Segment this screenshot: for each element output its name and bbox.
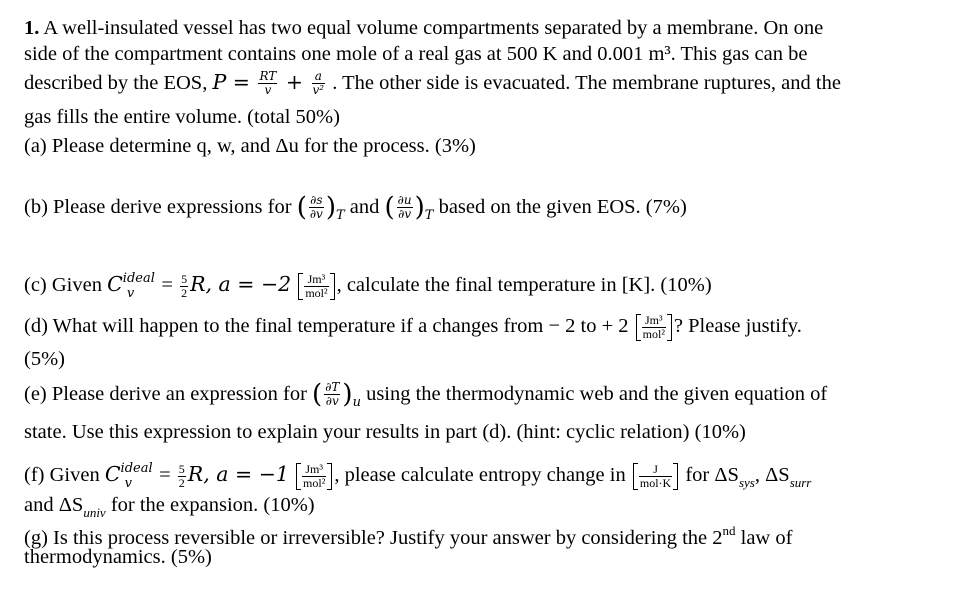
eos-equals: = bbox=[226, 70, 257, 94]
partial-ds-dv-T: ( $\frac{\partial s}{\partial v}$ )$_T$ bbox=[296, 192, 345, 223]
eos-frac-rt-v: $\frac{RT}{v}$ bbox=[259, 69, 277, 97]
unit-bracket-d: $\frac{\text{Jm³}}{\text{mol²}}$ bbox=[636, 314, 672, 341]
part-d: (d) What will happen to the final temperature if a changes from − 2 to + 2 $\frac{\text{Jm³}}{\text{mol²}}$ ? Please justify. bbox=[24, 313, 802, 341]
intro-text-3b: . The other side is evacuated. The membrane ruptures, and the bbox=[327, 72, 841, 94]
part-e-line-2: state. Use this expression to explain your results in part (d). (hint: cyclic relation) (10%) bbox=[24, 421, 746, 443]
intro-line-3 bbox=[24, 70, 841, 97]
intro-text-1: A well-insulated vessel has two equal volume compartments separated by a membrane. On one bbox=[43, 17, 824, 39]
part-b: (b) Please derive expressions for ( $\frac{\partial s}{\partial v}$ )$_T$ and ( $\frac{\partial u}{\partial v}$ )$_T$ based on the given EOS. (7%) bbox=[24, 192, 687, 223]
eos-formula bbox=[212, 69, 327, 97]
part-d-line-2: (5%) bbox=[24, 348, 65, 370]
intro-line-2: side of the compartment contains one mole of a real gas at 500 K and 0.001 m³. This gas can be bbox=[24, 43, 808, 65]
five-halves: $\frac{5}{2}$ bbox=[181, 271, 188, 300]
intro-text-3a: described by the EOS, bbox=[24, 72, 213, 94]
part-g-line-2: thermodynamics. (5%) bbox=[24, 546, 212, 568]
unit-bracket-c: $\frac{\text{Jm³}}{\text{mol²}}$ bbox=[298, 273, 334, 300]
eos-plus: + bbox=[279, 70, 310, 94]
intro-line-1 bbox=[24, 16, 823, 40]
cv-ideal: $C^{ideal}_v$ bbox=[107, 271, 155, 301]
problem-number: 1. bbox=[24, 17, 40, 39]
unit-bracket-f: $\frac{\text{Jm³}}{\text{mol²}}$ bbox=[296, 463, 332, 490]
eos-P: P bbox=[212, 70, 227, 94]
part-e: (e) Please derive an expression for ( $\frac{\partial T}{\partial v}$ )$_u$ using the thermodynamic web and the given equation of bbox=[24, 379, 828, 410]
part-a: (a) Please determine q, w, and Δu for the process. (3%) bbox=[24, 135, 476, 157]
partial-dT-dv-u: ( $\frac{\partial T}{\partial v}$ )$_u$ bbox=[312, 379, 361, 410]
part-f: (f) Given $C^{ideal}_v$ = $\frac{5}{2}$ R, a = −1 $\frac{\text{Jm³}}{\text{mol²}}$ , please calculate entropy change in $\frac{J}{\text{mol·K}}$ for $\Delta S_{sys}$, $\Delta S_{surr}$ bbox=[24, 461, 812, 491]
eos-frac-a-v2: $\frac{a}{\text{v²}}$ bbox=[312, 69, 325, 97]
part-c: (c) Given $C^{ideal}_v$ = $\frac{5}{2}$ R, a = −2 $\frac{\text{Jm³}}{\text{mol²}}$ , calculate the final temperature in [K]. (10%) bbox=[24, 271, 712, 301]
unit-bracket-entropy: $\frac{J}{\text{mol·K}}$ bbox=[633, 463, 678, 490]
cv-ideal-f: $C^{ideal}_v$ bbox=[104, 461, 153, 491]
partial-du-dv-T: ( $\frac{\partial u}{\partial v}$ )$_T$ bbox=[384, 192, 434, 223]
part-g: (g) Is this process reversible or irreversible? Justify your answer by considering the 2nd law of bbox=[24, 523, 793, 549]
intro-line-4: gas fills the entire volume. (total 50%) bbox=[24, 106, 340, 128]
part-f-line-2: and $\Delta S_{univ}$ for the expansion. (10%) bbox=[24, 494, 315, 520]
